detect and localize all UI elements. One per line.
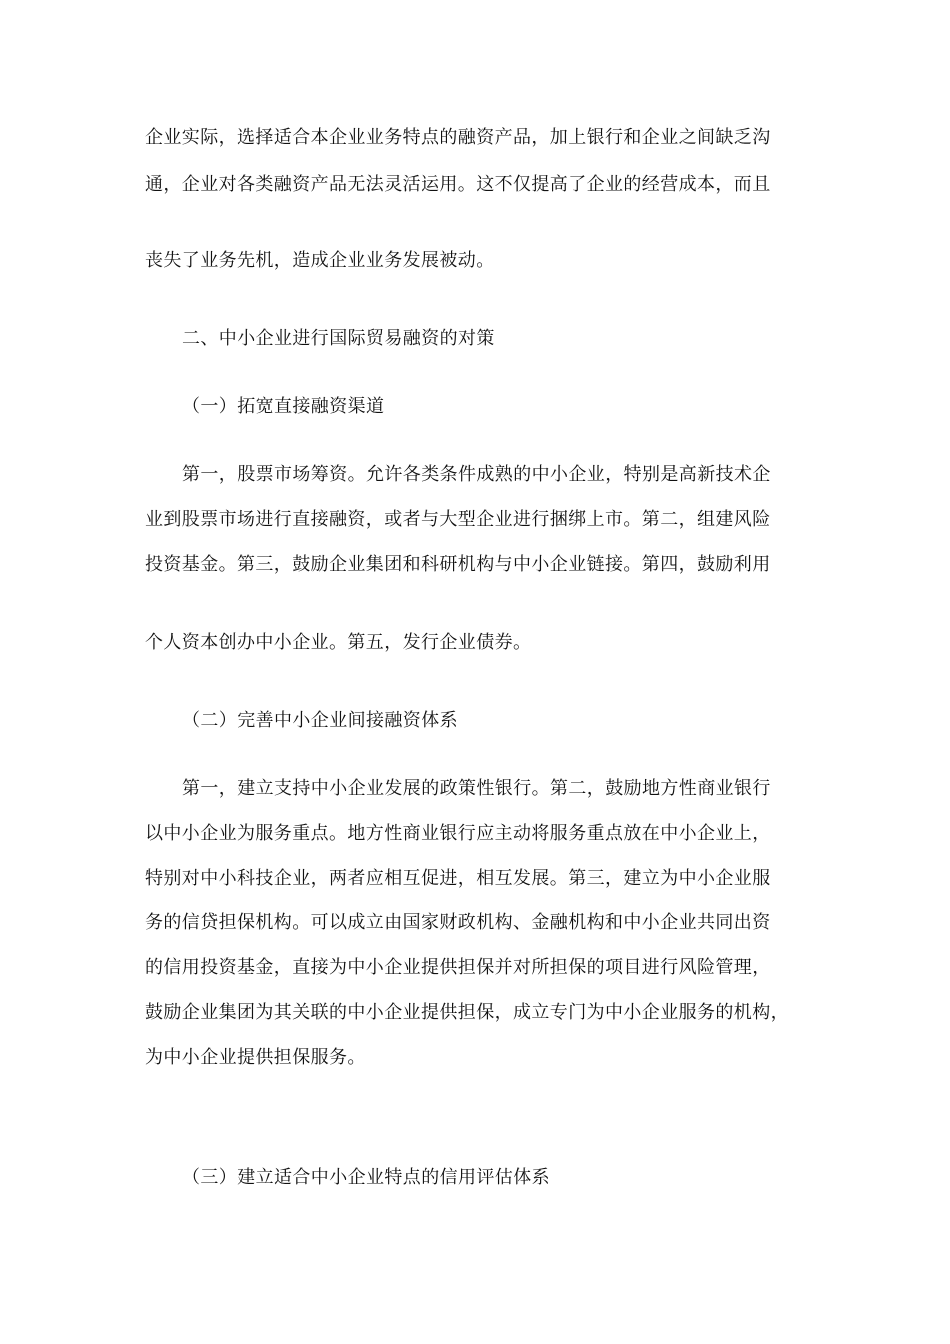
subsection-heading: （一）拓宽直接融资渠道 bbox=[182, 396, 385, 417]
paragraph-line: 特别对中小科技企业，两者应相互促进，相互发展。第三，建立为中小企业服 bbox=[145, 868, 771, 889]
paragraph-line: 务的信贷担保机构。可以成立由国家财政机构、金融机构和中小企业共同出资 bbox=[145, 912, 771, 933]
paragraph-line: 企业实际，选择适合本企业业务特点的融资产品，加上银行和企业之间缺乏沟 bbox=[145, 127, 771, 148]
subsection-heading: （二）完善中小企业间接融资体系 bbox=[182, 710, 458, 731]
subsection-heading: （三）建立适合中小企业特点的信用评估体系 bbox=[182, 1167, 550, 1188]
paragraph-line: 的信用投资基金，直接为中小企业提供担保并对所担保的项目进行风险管理， bbox=[145, 957, 771, 978]
paragraph-line: 通，企业对各类融资产品无法灵活运用。这不仅提高了企业的经营成本，而且 bbox=[145, 174, 771, 195]
paragraph-line: 鼓励企业集团为其关联的中小企业提供担保，成立专门为中小企业服务的机构， bbox=[145, 1002, 789, 1023]
paragraph-line: 第一，股票市场筹资。允许各类条件成熟的中小企业，特别是高新技术企 bbox=[182, 464, 771, 485]
paragraph-line: 个人资本创办中小企业。第五，发行企业债券。 bbox=[145, 632, 532, 653]
paragraph-line: 为中小企业提供担保服务。 bbox=[145, 1047, 366, 1068]
paragraph-line: 丧失了业务先机，造成企业业务发展被动。 bbox=[145, 250, 495, 271]
paragraph-line: 业到股票市场进行直接融资，或者与大型企业进行捆绑上市。第二，组建风险 bbox=[145, 509, 771, 530]
section-heading: 二、中小企业进行国际贸易融资的对策 bbox=[182, 328, 495, 349]
paragraph-line: 以中小企业为服务重点。地方性商业银行应主动将服务重点放在中小企业上， bbox=[145, 823, 771, 844]
paragraph-line: 投资基金。第三，鼓励企业集团和科研机构与中小企业链接。第四，鼓励利用 bbox=[145, 554, 771, 575]
paragraph-line: 第一，建立支持中小企业发展的政策性银行。第二，鼓励地方性商业银行 bbox=[182, 778, 771, 799]
